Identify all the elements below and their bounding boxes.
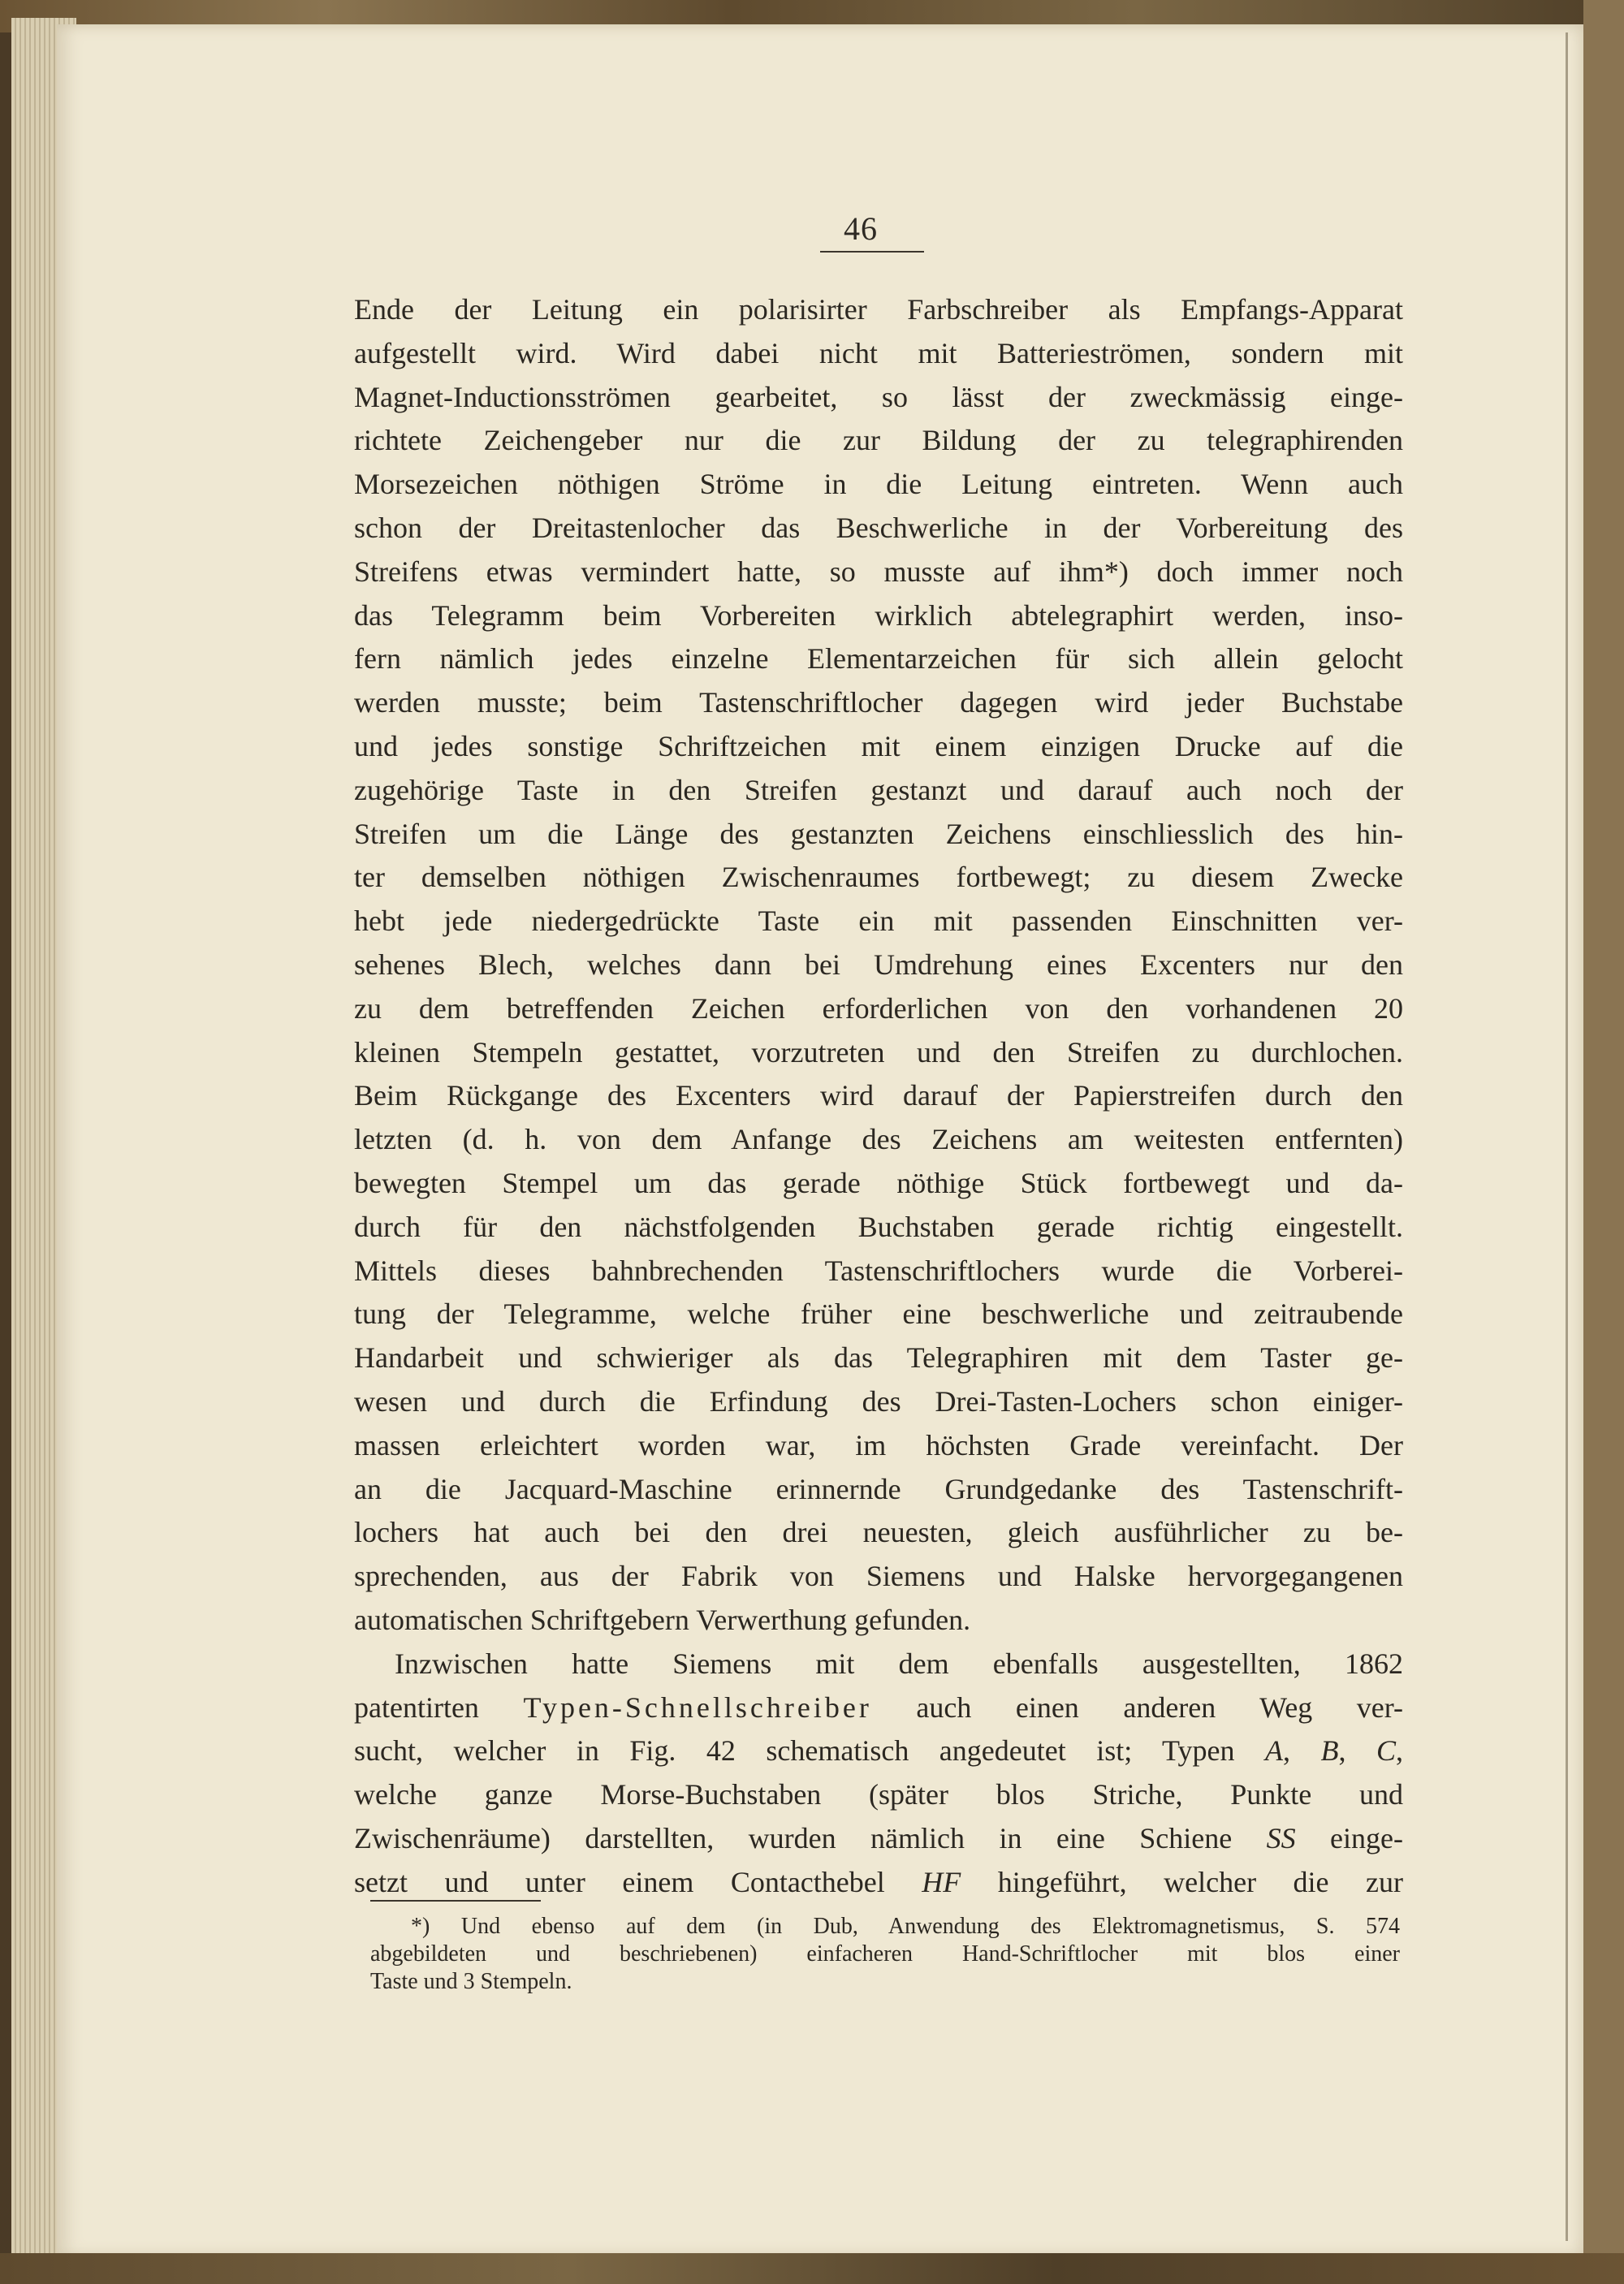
text-line: durch für den nächstfolgenden Buchstaben gerade richtig eingestellt. xyxy=(354,1210,1403,1243)
text-fragment: auch einen anderen Weg ver- xyxy=(871,1690,1403,1724)
text-line: fern nämlich jedes einzelne Elementarzeichen für sich allein gelocht xyxy=(354,642,1403,676)
text-line: ter demselben nöthigen Zwischenraumes fortbewegt; zu diesem Zwecke xyxy=(354,861,1403,894)
text-fragment: patentirten xyxy=(354,1690,524,1724)
text-line: bewegten Stempel um das gerade nöthige Stück fortbewegt und da- xyxy=(354,1166,1403,1199)
body-text xyxy=(354,288,1403,1904)
text-line: wesen und durch die Erfindung des Drei-Tasten-Lochers schon einiger- xyxy=(354,1384,1403,1418)
text-line: werden musste; beim Tastenschriftlocher dagegen wird jeder Buchstabe xyxy=(354,686,1403,719)
text-line: Morsezeichen nöthigen Ströme in die Leitung eintreten. Wenn auch xyxy=(354,468,1403,501)
italic-symbol: A xyxy=(1265,1734,1284,1768)
italic-symbol: C xyxy=(1376,1734,1397,1768)
text-line: Magnet-Inductionsströmen gearbeitet, so lässt der zweckmässig einge- xyxy=(354,380,1403,413)
text-line: und jedes sonstige Schriftzeichen mit einem einzigen Drucke auf die xyxy=(354,729,1403,762)
text-line: sehenes Blech, welches dann bei Umdrehung eines Excenters nur den xyxy=(354,948,1403,981)
italic-symbol: B xyxy=(1320,1734,1339,1768)
book-binding-right xyxy=(1583,0,1624,2284)
gutter-shadow xyxy=(1566,32,1568,2241)
italic-symbol: HF xyxy=(922,1865,961,1898)
text-line: an die Jacquard-Maschine erinnernde Grundgedanke des Tastenschrift- xyxy=(354,1472,1403,1505)
text-line: Streifen um die Länge des gestanzten Zeichens einschliesslich des hin- xyxy=(354,817,1403,850)
text-fragment: setzt und unter einem Contacthebel xyxy=(354,1865,922,1898)
text-line: Streifens etwas vermindert hatte, so musste auf ihm*) doch immer noch xyxy=(354,555,1403,588)
text-line: zu dem betreffenden Zeichen erforderlichen von den vorhandenen 20 xyxy=(354,991,1403,1025)
text-line: Mittels dieses bahnbrechenden Tastenschriftlochers wurde die Vorberei- xyxy=(354,1254,1403,1287)
header-rule xyxy=(820,251,924,253)
text-line xyxy=(354,1861,1403,1905)
text-line: das Telegramm beim Vorbereiten wirklich abtelegraphirt werden, inso- xyxy=(354,598,1403,632)
footnote-line: *) Und ebenso auf dem (in Dub, Anwendung des Elektromagnetismus, S. 574 xyxy=(411,1914,1400,1939)
footnote xyxy=(370,1913,1400,1996)
text-fragment: , xyxy=(1283,1734,1321,1768)
text-line xyxy=(354,1729,1403,1773)
text-line: Beim Rückgange des Excenters wird darauf der Papierstreifen durch den xyxy=(354,1079,1403,1112)
footnote-line: abgebildeten und beschriebenen) einfacheren Hand-Schriftlocher mit blos einer xyxy=(370,1941,1400,1967)
text-fragment: sucht, welcher in Fig. 42 schematisch angedeutet ist; Typen xyxy=(354,1734,1266,1768)
emphasized-term: Typen-Schnellschreiber xyxy=(523,1690,872,1724)
text-line: kleinen Stempeln gestattet, vorzutreten und den Streifen zu durchlochen. xyxy=(354,1035,1403,1069)
text-fragment: Zwischenräume) darstellten, wurden nämlich in eine Schiene xyxy=(354,1821,1267,1854)
text-line xyxy=(354,1817,1403,1861)
text-line: hebt jede niedergedrückte Taste ein mit passenden Einschnitten ver- xyxy=(354,905,1403,938)
text-line: zugehörige Taste in den Streifen gestanzt und darauf auch noch der xyxy=(354,773,1403,806)
text-line: aufgestellt wird. Wird dabei nicht mit Batterieströmen, sondern mit xyxy=(354,336,1403,369)
text-line: sprechenden, aus der Fabrik von Siemens und Halske hervorgegangenen xyxy=(354,1560,1403,1593)
italic-symbol: SS xyxy=(1266,1821,1296,1854)
text-fragment: hingeführt, welcher die zur xyxy=(961,1865,1403,1898)
text-line: lochers hat auch bei den drei neuesten, gleich ausführlicher zu be- xyxy=(354,1516,1403,1549)
text-line: richtete Zeichengeber nur die zur Bildung der zu telegraphirenden xyxy=(354,424,1403,457)
footnote-rule xyxy=(370,1900,541,1902)
text-line: Inzwischen hatte Siemens mit dem ebenfalls ausgestellten, 1862 xyxy=(395,1647,1403,1680)
text-line: letzten (d. h. von dem Anfange des Zeichens am weitesten entfernten) xyxy=(354,1123,1403,1156)
text-fragment: einge- xyxy=(1295,1821,1403,1854)
text-line: tung der Telegramme, welche früher eine beschwerliche und zeitraubende xyxy=(354,1297,1403,1331)
page-number: 46 xyxy=(844,210,878,247)
text-line: Ende der Leitung ein polarisirter Farbschreiber als Empfangs-Apparat xyxy=(354,293,1403,326)
text-line: Handarbeit und schwieriger als das Telegraphiren mit dem Taster ge- xyxy=(354,1341,1403,1375)
text-line: schon der Dreitastenlocher das Beschwerliche in der Vorbereitung des xyxy=(354,511,1403,544)
text-line: massen erleichtert worden war, im höchsten Grade vereinfacht. Der xyxy=(354,1428,1403,1462)
book-binding-bottom xyxy=(0,2253,1624,2284)
footnote-line: Taste und 3 Stempeln. xyxy=(370,1969,572,1994)
text-fragment: , xyxy=(1396,1734,1403,1768)
text-line xyxy=(354,1686,1403,1730)
text-line: automatischen Schriftgebern Verwerthung gefunden. xyxy=(354,1603,971,1636)
text-fragment: , xyxy=(1338,1734,1377,1768)
text-line: welche ganze Morse-Buchstaben (später blos Striche, Punkte und xyxy=(354,1778,1403,1811)
